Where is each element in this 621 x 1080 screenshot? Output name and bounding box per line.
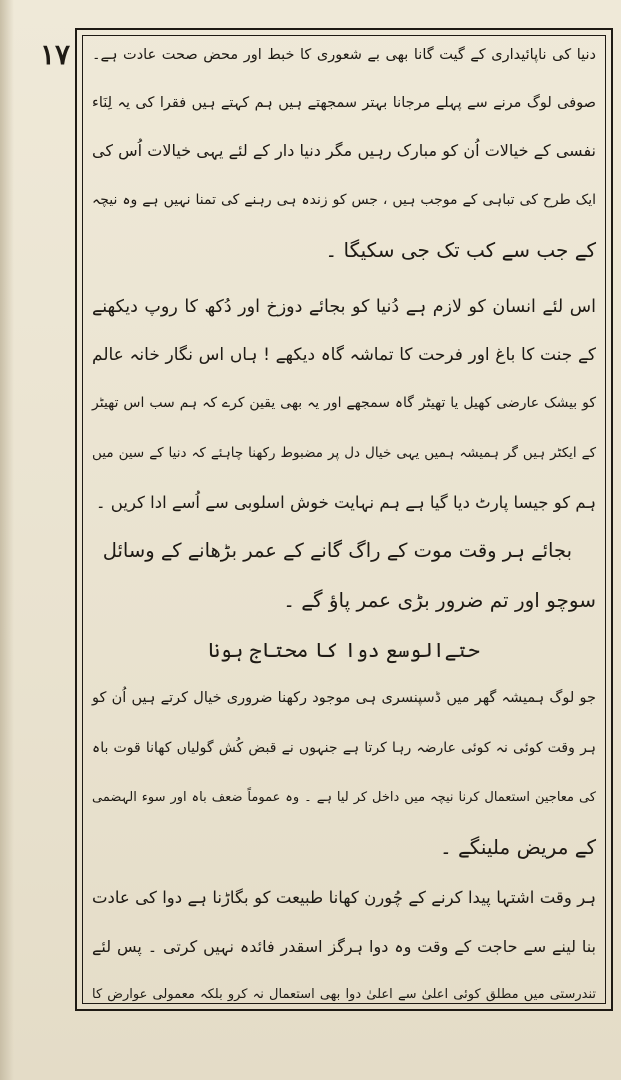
text-line: بجائے ہر وقت موت کے راگ گانے کے عمر بڑھانے کے وسائل xyxy=(102,539,572,562)
text-line: ہر وقت کوئی نہ کوئی عارضہ رہا کرتا ہے جنہوں نے قبض کُش گولیاں کھانا قوت باہ xyxy=(92,740,596,756)
text-line: اس لئے انسان کو لازم ہے دُنیا کو بجائے دوزخ اور دُکھ کا روپ دیکھنے xyxy=(92,297,596,317)
text-line: بنا لینے سے حاجت کے وقت وہ دوا ہرگز اسقدر فائدہ نہیں کرتی ۔ پس لئے xyxy=(92,937,596,956)
text-line: ایک طرح کی تباہی کے موجب ہیں ، جس کو زندہ ہی رہنے کی تمنا نہیں ہے وہ نیچہ xyxy=(92,192,596,208)
text-line: کے مریض ملینگے ۔ xyxy=(439,835,596,859)
text-line: کی معاجین استعمال کرنا نیچہ میں داخل کر لیا ہے ۔ وہ عموماً ضعف باہ اور سوء الہضمی xyxy=(92,790,596,805)
text-line: ہم کو جیسا پارٹ دیا گیا ہے ہم نہایت خوش اسلوبی سے اُسے ادا کریں ۔ xyxy=(95,493,596,512)
text-line: کے جنت کا باغ اور فرحت کا تماشہ گاہ دیکھے ! ہاں اس نگار خانہ عالم xyxy=(92,345,596,365)
text-line: نفسی کے خیالات اُن کو مبارک رہیں مگر دنیا دار کے لئے یہی خیالات اُس کی xyxy=(92,141,596,160)
text-line: سوچو اور تم ضرور بڑی عمر پاؤ گے ۔ xyxy=(283,588,596,612)
text-line: کے ایکٹر ہیں گر ہمیشہ ہمیں یہی خیال دل پر مضبوط رکھنا چاہئے کہ دنیا کے سین میں xyxy=(92,445,596,461)
section-heading: حتےالوسع دوا کا محتاج ہونا xyxy=(208,638,480,662)
text-line: دنیا کی ناپائیداری کے گیت گانا بھی بے شعوری کا خبط اور محض صحت عادت ہے۔ xyxy=(92,47,596,63)
text-line: جو لوگ ہمیشہ گھر میں ڈسپنسری ہی موجود رکھنا ضروری خیال کرتے ہیں اُن کو xyxy=(92,690,596,706)
text-line: تندرستی میں مطلق کوئی اعلیٰ سے اعلیٰ دوا بھی استعمال نہ کرو بلکہ معمولی عوارض کا xyxy=(92,987,596,1002)
page-number: ١٧ xyxy=(40,38,71,71)
page-binding-shadow xyxy=(0,0,14,1080)
text-line: صوفی لوگ مرنے سے پہلے مرجانا بہتر سمجھتے ہیں ہم کہتے ہیں فقرا کی یہ لِنَاء xyxy=(92,95,596,111)
text-line: کو بیشک عارضی کھیل یا تھیٹر گاہ سمجھے اور یہ بھی یقین کرے کہ ہم سب اس تھیٹر xyxy=(92,395,596,411)
text-line: ہر وقت اشتہا پیدا کرنے کے چُورن کھانا طبیعت کو بگاڑنا ہے دوا کی عادت xyxy=(92,888,596,907)
text-line: کے جب سے کب تک جی سکیگا ۔ xyxy=(325,238,596,262)
